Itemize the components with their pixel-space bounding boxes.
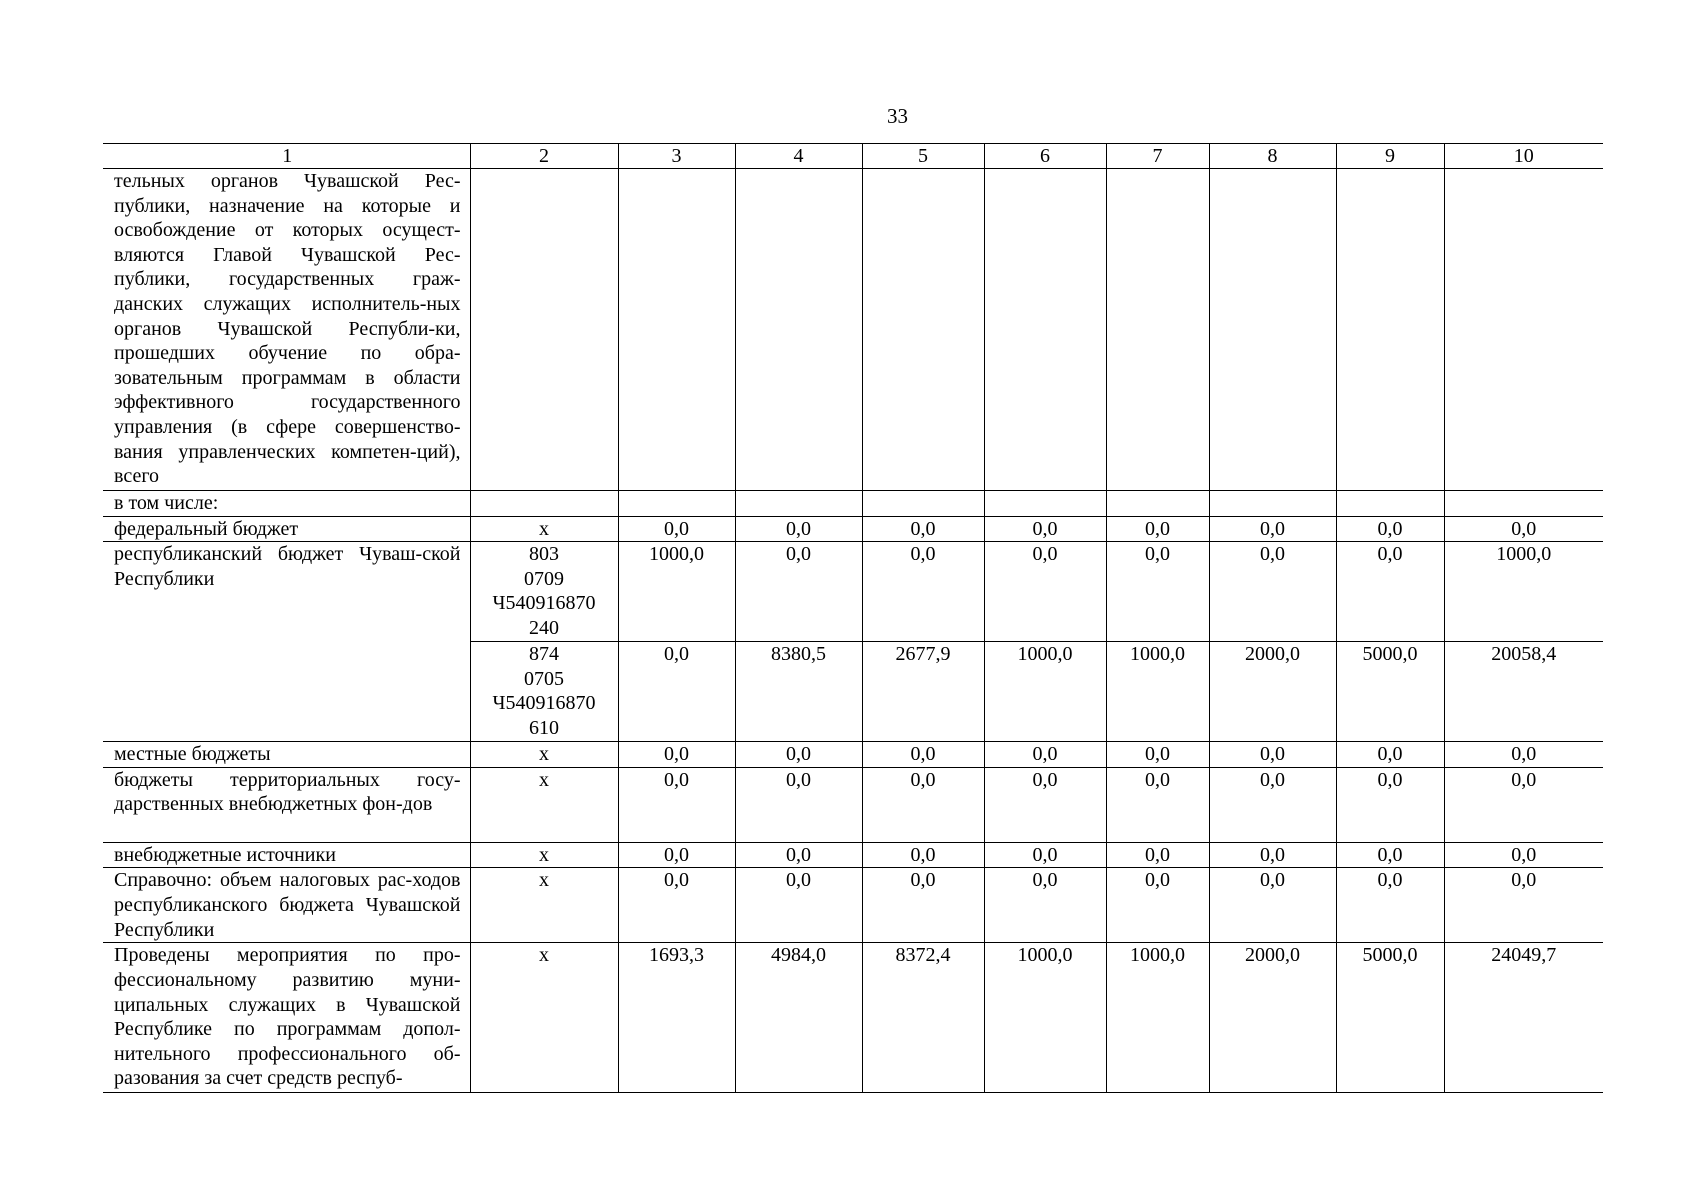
row-value-cell: 0,0 [1106, 542, 1209, 642]
row-value-cell [618, 169, 735, 491]
row-name-cell: местные бюджеты [103, 742, 470, 768]
header-row [103, 144, 1603, 169]
row-value-cell: 0,0 [735, 542, 862, 642]
row-code-cell: х [470, 842, 618, 868]
row-value-cell: 0,0 [1336, 767, 1444, 842]
header-cell-col-9: 9 [1336, 144, 1444, 169]
header-cell-col-6: 6 [984, 144, 1106, 169]
row-value-cell: 0,0 [862, 868, 984, 943]
row-value-cell: 2000,0 [1209, 943, 1336, 1093]
row-value-cell [1209, 169, 1336, 491]
row-code-cell [470, 169, 618, 491]
table-row [103, 491, 1603, 517]
row-value-cell: 0,0 [984, 516, 1106, 542]
row-value-cell: 0,0 [862, 516, 984, 542]
row-value-cell: 0,0 [735, 868, 862, 943]
row-value-cell: 0,0 [1336, 742, 1444, 768]
row-value-cell [862, 491, 984, 517]
row-value-cell: 4984,0 [735, 943, 862, 1093]
row-value-cell [984, 491, 1106, 517]
header-cell-col-5: 5 [862, 144, 984, 169]
header-cell-col-3: 3 [618, 144, 735, 169]
row-value-cell: 0,0 [618, 842, 735, 868]
row-value-cell: 0,0 [618, 868, 735, 943]
table-row [103, 767, 1603, 842]
row-value-cell: 0,0 [1209, 842, 1336, 868]
row-code-cell: х [470, 767, 618, 842]
table-row [103, 943, 1603, 1093]
row-name-cell: тельных органов Чувашской Рес-публики, назначение на которые и освобождение от которых осущест-вляются Главой Чувашской Рес-публики, государственных граж-данских служащих исполнитель-ных органов Чувашской Республи-ки, прошедших обучение по обра-зовательным программам в области эффективного государственного управления (в сфере совершенство-вания управленческих компетен-ций), всего [103, 169, 470, 491]
row-value-cell: 0,0 [1209, 868, 1336, 943]
row-value-cell [618, 491, 735, 517]
row-name-cell: федеральный бюджет [103, 516, 470, 542]
row-value-cell: 1000,0 [1106, 642, 1209, 742]
row-value-cell: 0,0 [735, 842, 862, 868]
row-value-cell: 0,0 [1106, 868, 1209, 943]
table-row [103, 169, 1603, 491]
row-value-cell: 1693,3 [618, 943, 735, 1093]
table-row [103, 742, 1603, 768]
row-value-cell: 0,0 [984, 767, 1106, 842]
row-value-cell: 0,0 [1444, 767, 1603, 842]
row-value-cell: 0,0 [862, 767, 984, 842]
row-code-cell: х [470, 742, 618, 768]
row-value-cell [862, 169, 984, 491]
row-value-cell: 0,0 [862, 842, 984, 868]
row-value-cell: 1000,0 [984, 642, 1106, 742]
row-code-cell: 874 0705 Ч540916870 610 [470, 642, 618, 742]
row-value-cell: 0,0 [1209, 542, 1336, 642]
budget-table [103, 143, 1603, 1093]
row-name-cell: в том числе: [103, 491, 470, 517]
row-value-cell: 2000,0 [1209, 642, 1336, 742]
row-value-cell [1444, 169, 1603, 491]
row-value-cell [1209, 491, 1336, 517]
row-value-cell: 1000,0 [1106, 943, 1209, 1093]
row-value-cell: 0,0 [1336, 868, 1444, 943]
row-code-cell: 803 0709 Ч540916870 240 [470, 542, 618, 642]
row-value-cell: 8372,4 [862, 943, 984, 1093]
row-value-cell [1444, 491, 1603, 517]
row-value-cell: 0,0 [1336, 516, 1444, 542]
header-cell-col-7: 7 [1106, 144, 1209, 169]
row-value-cell: 0,0 [1209, 516, 1336, 542]
row-code-cell [470, 491, 618, 517]
row-value-cell: 1000,0 [984, 943, 1106, 1093]
row-value-cell: 2677,9 [862, 642, 984, 742]
row-value-cell: 0,0 [735, 742, 862, 768]
row-code-cell: х [470, 516, 618, 542]
page-number: 33 [887, 104, 908, 128]
row-value-cell: 0,0 [1106, 516, 1209, 542]
row-value-cell: 0,0 [984, 868, 1106, 943]
header-cell-col-10: 10 [1444, 144, 1603, 169]
row-value-cell [735, 491, 862, 517]
row-value-cell: 0,0 [1444, 516, 1603, 542]
table-row [103, 516, 1603, 542]
row-value-cell: 0,0 [862, 542, 984, 642]
row-value-cell: 0,0 [735, 767, 862, 842]
row-value-cell: 0,0 [618, 516, 735, 542]
table-row [103, 842, 1603, 868]
row-name-cell: республиканский бюджет Чуваш-ской Республики [103, 542, 470, 742]
row-value-cell: 0,0 [1106, 842, 1209, 868]
row-value-cell: 1000,0 [1444, 542, 1603, 642]
row-value-cell: 0,0 [862, 742, 984, 768]
row-name-cell: бюджеты территориальных госу-дарственных внебюджетных фон-дов [103, 767, 470, 842]
row-value-cell: 0,0 [618, 742, 735, 768]
row-value-cell: 0,0 [1106, 742, 1209, 768]
row-code-cell: х [470, 868, 618, 943]
header-cell-col-4: 4 [735, 144, 862, 169]
row-code-cell: х [470, 943, 618, 1093]
row-value-cell: 0,0 [1106, 767, 1209, 842]
row-name-cell: внебюджетные источники [103, 842, 470, 868]
header-cell-col-8: 8 [1209, 144, 1336, 169]
row-value-cell: 0,0 [984, 742, 1106, 768]
row-value-cell: 0,0 [1444, 868, 1603, 943]
row-value-cell [735, 169, 862, 491]
row-value-cell: 5000,0 [1336, 943, 1444, 1093]
row-value-cell: 0,0 [1209, 742, 1336, 768]
row-value-cell [1336, 491, 1444, 517]
row-value-cell [1336, 169, 1444, 491]
row-value-cell: 0,0 [1444, 842, 1603, 868]
row-value-cell: 0,0 [984, 542, 1106, 642]
header-cell-col-2: 2 [470, 144, 618, 169]
table-row [103, 542, 1603, 642]
row-value-cell: 0,0 [618, 642, 735, 742]
row-value-cell: 0,0 [735, 516, 862, 542]
row-value-cell: 0,0 [618, 767, 735, 842]
row-value-cell: 5000,0 [1336, 642, 1444, 742]
row-name-cell: Проведены мероприятия по про-фессиональному развитию муни-ципальных служащих в Чувашской Республике по программам допол-нительного профессионального об-разования за счет средств респуб- [103, 943, 470, 1093]
row-value-cell [984, 169, 1106, 491]
row-value-cell: 1000,0 [618, 542, 735, 642]
row-value-cell: 0,0 [1209, 767, 1336, 842]
row-value-cell: 24049,7 [1444, 943, 1603, 1093]
row-value-cell: 0,0 [984, 842, 1106, 868]
table-row [103, 868, 1603, 943]
row-value-cell: 0,0 [1336, 842, 1444, 868]
row-value-cell [1106, 169, 1209, 491]
header-cell-col-1: 1 [103, 144, 470, 169]
row-value-cell: 0,0 [1336, 542, 1444, 642]
row-value-cell: 8380,5 [735, 642, 862, 742]
row-value-cell: 0,0 [1444, 742, 1603, 768]
row-value-cell [1106, 491, 1209, 517]
row-name-cell: Справочно: объем налоговых рас-ходов республиканского бюджета Чувашской Республики [103, 868, 470, 943]
row-value-cell: 20058,4 [1444, 642, 1603, 742]
